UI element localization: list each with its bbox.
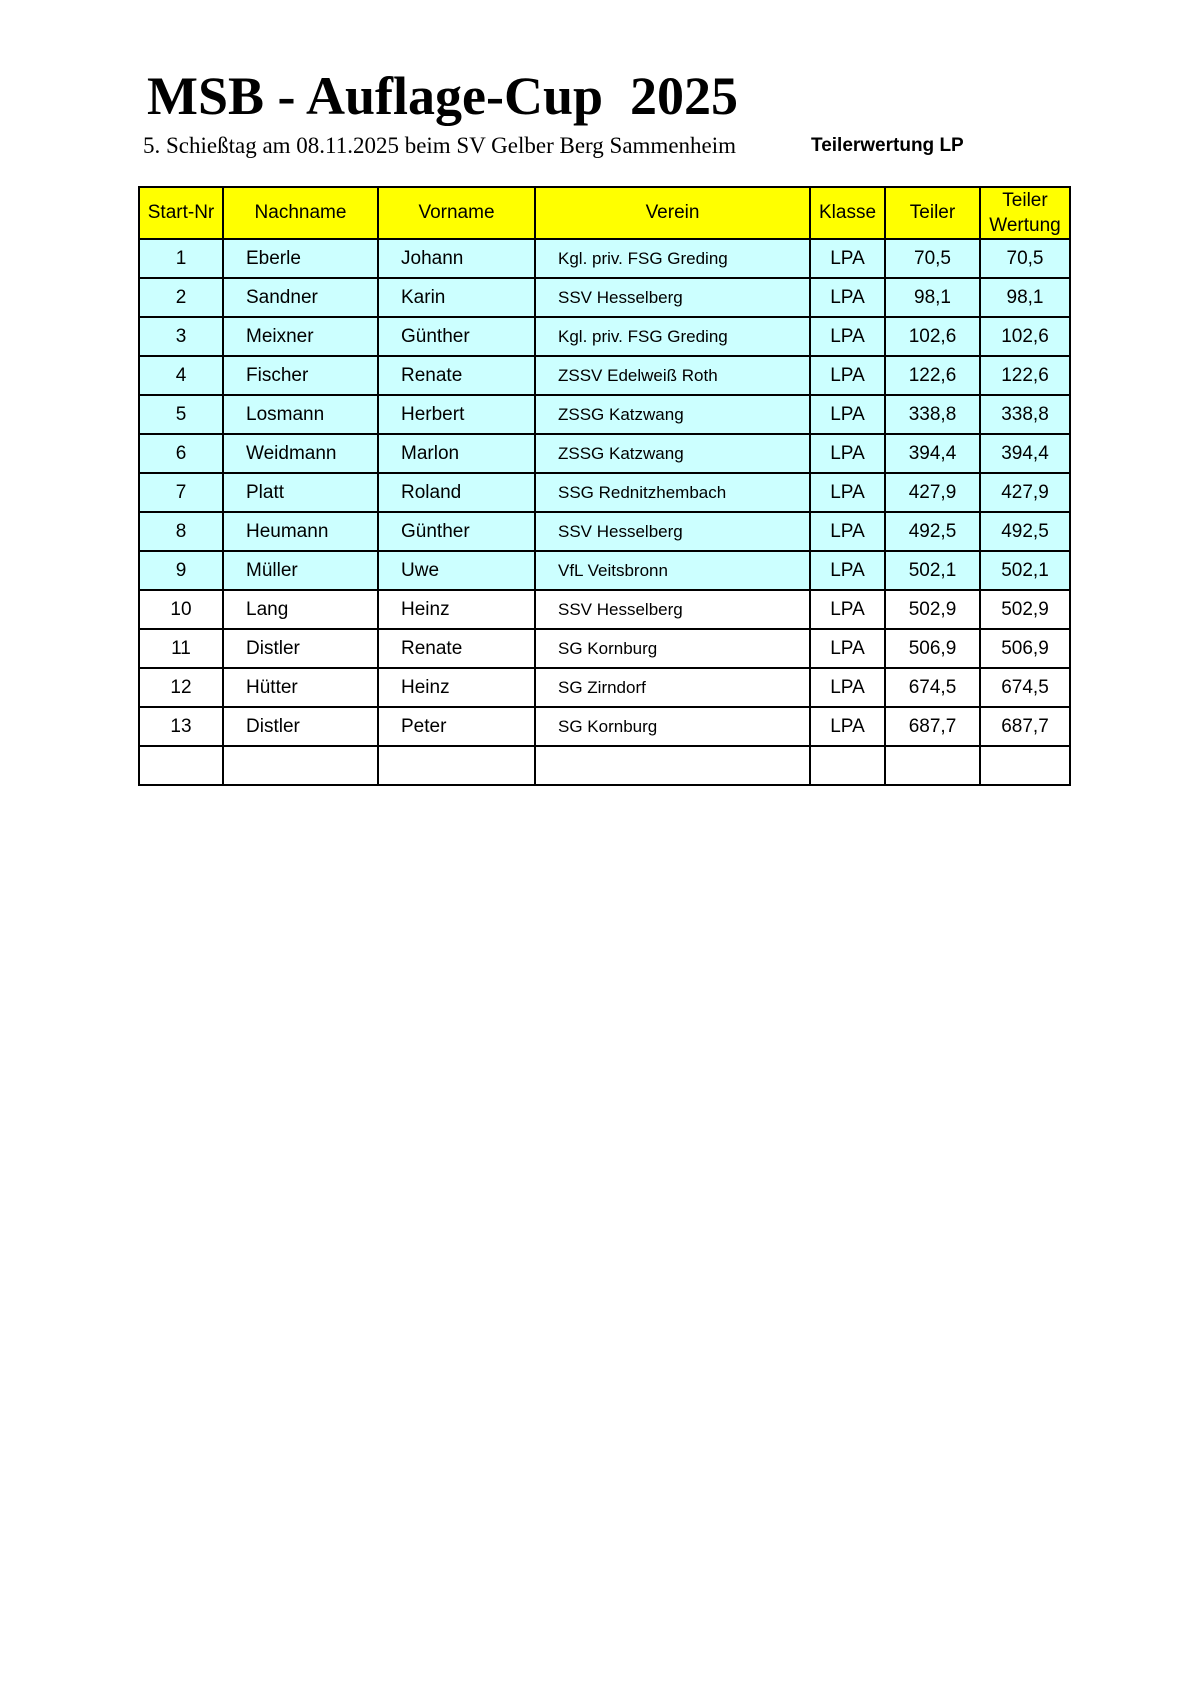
verein-cell: VfL Veitsbronn bbox=[535, 551, 810, 590]
verein-cell: Kgl. priv. FSG Greding bbox=[535, 317, 810, 356]
verein-cell: SSG Rednitzhembach bbox=[535, 473, 810, 512]
nachname-cell: Distler bbox=[223, 707, 378, 746]
verein-cell: SSV Hesselberg bbox=[535, 512, 810, 551]
teiler-wertung-cell: 338,8 bbox=[980, 395, 1070, 434]
teiler-wertung-cell: 492,5 bbox=[980, 512, 1070, 551]
empty-vorname-cell bbox=[378, 746, 535, 785]
verein-cell: ZSSG Katzwang bbox=[535, 395, 810, 434]
teiler-cell: 502,1 bbox=[885, 551, 980, 590]
col-header-start-nr: Start-Nr bbox=[139, 187, 223, 239]
teiler-wertung-cell: 674,5 bbox=[980, 668, 1070, 707]
teiler-cell: 70,5 bbox=[885, 239, 980, 278]
table-row bbox=[139, 590, 1070, 629]
teiler-wertung-cell: 687,7 bbox=[980, 707, 1070, 746]
verein-cell: ZSSG Katzwang bbox=[535, 434, 810, 473]
start-nr-cell: 2 bbox=[139, 278, 223, 317]
teiler-cell: 687,7 bbox=[885, 707, 980, 746]
klasse-cell: LPA bbox=[810, 317, 885, 356]
teiler-cell: 502,9 bbox=[885, 590, 980, 629]
nachname-cell: Meixner bbox=[223, 317, 378, 356]
teiler-cell: 492,5 bbox=[885, 512, 980, 551]
table-row bbox=[139, 551, 1070, 590]
verein-cell: ZSSV Edelweiß Roth bbox=[535, 356, 810, 395]
klasse-cell: LPA bbox=[810, 551, 885, 590]
page-title: MSB - Auflage-Cup 2025 bbox=[147, 66, 739, 126]
category-label: Teilerwertung LP bbox=[811, 135, 964, 156]
teiler-wertung-cell: 102,6 bbox=[980, 317, 1070, 356]
empty-teiler-wertung-cell bbox=[980, 746, 1070, 785]
klasse-cell: LPA bbox=[810, 395, 885, 434]
vorname-cell: Heinz bbox=[378, 590, 535, 629]
teiler-cell: 674,5 bbox=[885, 668, 980, 707]
vorname-cell: Günther bbox=[378, 512, 535, 551]
empty-verein-cell bbox=[535, 746, 810, 785]
start-nr-cell: 13 bbox=[139, 707, 223, 746]
vorname-cell: Renate bbox=[378, 629, 535, 668]
start-nr-cell: 9 bbox=[139, 551, 223, 590]
verein-cell: SSV Hesselberg bbox=[535, 590, 810, 629]
nachname-cell: Heumann bbox=[223, 512, 378, 551]
start-nr-cell: 8 bbox=[139, 512, 223, 551]
teiler-cell: 427,9 bbox=[885, 473, 980, 512]
col-header-nachname: Nachname bbox=[223, 187, 378, 239]
table-row bbox=[139, 629, 1070, 668]
verein-cell: SG Kornburg bbox=[535, 707, 810, 746]
klasse-cell: LPA bbox=[810, 707, 885, 746]
teiler-wertung-cell: 502,9 bbox=[980, 590, 1070, 629]
verein-cell: Kgl. priv. FSG Greding bbox=[535, 239, 810, 278]
verein-cell: SG Zirndorf bbox=[535, 668, 810, 707]
table-row bbox=[139, 512, 1070, 551]
col-header-klasse: Klasse bbox=[810, 187, 885, 239]
teiler-cell: 394,4 bbox=[885, 434, 980, 473]
empty-nachname-cell bbox=[223, 746, 378, 785]
table-row bbox=[139, 317, 1070, 356]
vorname-cell: Marlon bbox=[378, 434, 535, 473]
teiler-cell: 102,6 bbox=[885, 317, 980, 356]
table-row bbox=[139, 434, 1070, 473]
nachname-cell: Eberle bbox=[223, 239, 378, 278]
nachname-cell: Lang bbox=[223, 590, 378, 629]
klasse-cell: LPA bbox=[810, 473, 885, 512]
teiler-cell: 506,9 bbox=[885, 629, 980, 668]
teiler-wertung-cell: 502,1 bbox=[980, 551, 1070, 590]
table-row bbox=[139, 356, 1070, 395]
vorname-cell: Uwe bbox=[378, 551, 535, 590]
nachname-cell: Platt bbox=[223, 473, 378, 512]
empty-start-nr-cell bbox=[139, 746, 223, 785]
verein-cell: SG Kornburg bbox=[535, 629, 810, 668]
vorname-cell: Heinz bbox=[378, 668, 535, 707]
start-nr-cell: 12 bbox=[139, 668, 223, 707]
teiler-wertung-cell: 98,1 bbox=[980, 278, 1070, 317]
vorname-cell: Herbert bbox=[378, 395, 535, 434]
table-row bbox=[139, 473, 1070, 512]
teiler-wertung-cell: 122,6 bbox=[980, 356, 1070, 395]
start-nr-cell: 6 bbox=[139, 434, 223, 473]
klasse-cell: LPA bbox=[810, 590, 885, 629]
klasse-cell: LPA bbox=[810, 512, 885, 551]
start-nr-cell: 3 bbox=[139, 317, 223, 356]
nachname-cell: Sandner bbox=[223, 278, 378, 317]
klasse-cell: LPA bbox=[810, 356, 885, 395]
nachname-cell: Losmann bbox=[223, 395, 378, 434]
table-row bbox=[139, 278, 1070, 317]
results-table bbox=[138, 186, 1071, 786]
teiler-cell: 338,8 bbox=[885, 395, 980, 434]
event-subtitle: 5. Schießtag am 08.11.2025 beim SV Gelber Berg Sammenheim bbox=[143, 133, 737, 158]
start-nr-cell: 4 bbox=[139, 356, 223, 395]
nachname-cell: Müller bbox=[223, 551, 378, 590]
table-row bbox=[139, 239, 1070, 278]
empty-klasse-cell bbox=[810, 746, 885, 785]
table-body bbox=[139, 239, 1070, 785]
vorname-cell: Renate bbox=[378, 356, 535, 395]
nachname-cell: Fischer bbox=[223, 356, 378, 395]
table-header-row bbox=[139, 187, 1070, 239]
nachname-cell: Weidmann bbox=[223, 434, 378, 473]
nachname-cell: Distler bbox=[223, 629, 378, 668]
klasse-cell: LPA bbox=[810, 668, 885, 707]
klasse-cell: LPA bbox=[810, 434, 885, 473]
verein-cell: SSV Hesselberg bbox=[535, 278, 810, 317]
teiler-wertung-cell: 394,4 bbox=[980, 434, 1070, 473]
table-row bbox=[139, 668, 1070, 707]
col-header-vorname: Vorname bbox=[378, 187, 535, 239]
klasse-cell: LPA bbox=[810, 239, 885, 278]
col-header-verein: Verein bbox=[535, 187, 810, 239]
col-header-teiler-wertung: Teiler Wertung bbox=[980, 187, 1070, 239]
start-nr-cell: 1 bbox=[139, 239, 223, 278]
empty-table-row bbox=[139, 746, 1070, 785]
start-nr-cell: 10 bbox=[139, 590, 223, 629]
table-row bbox=[139, 707, 1070, 746]
start-nr-cell: 11 bbox=[139, 629, 223, 668]
vorname-cell: Johann bbox=[378, 239, 535, 278]
start-nr-cell: 5 bbox=[139, 395, 223, 434]
nachname-cell: Hütter bbox=[223, 668, 378, 707]
teiler-wertung-cell: 506,9 bbox=[980, 629, 1070, 668]
vorname-cell: Günther bbox=[378, 317, 535, 356]
col-header-teiler: Teiler bbox=[885, 187, 980, 239]
teiler-cell: 98,1 bbox=[885, 278, 980, 317]
vorname-cell: Karin bbox=[378, 278, 535, 317]
teiler-wertung-cell: 70,5 bbox=[980, 239, 1070, 278]
vorname-cell: Peter bbox=[378, 707, 535, 746]
klasse-cell: LPA bbox=[810, 278, 885, 317]
teiler-cell: 122,6 bbox=[885, 356, 980, 395]
klasse-cell: LPA bbox=[810, 629, 885, 668]
start-nr-cell: 7 bbox=[139, 473, 223, 512]
table-row bbox=[139, 395, 1070, 434]
empty-teiler-cell bbox=[885, 746, 980, 785]
teiler-wertung-cell: 427,9 bbox=[980, 473, 1070, 512]
vorname-cell: Roland bbox=[378, 473, 535, 512]
